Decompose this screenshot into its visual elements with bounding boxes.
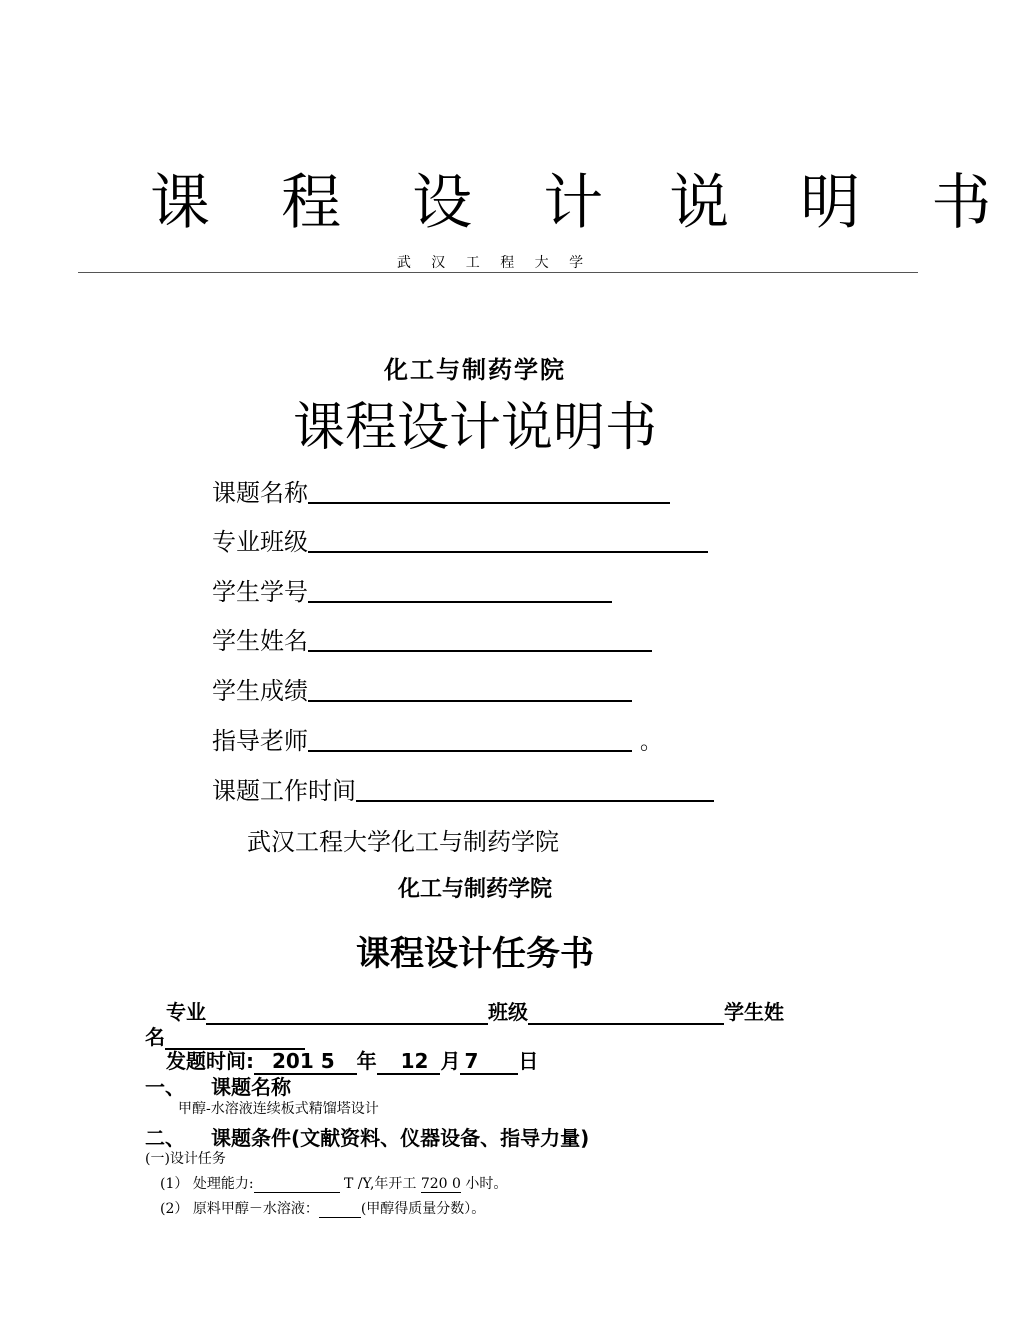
header-divider [78, 272, 918, 273]
blank-line [308, 726, 632, 752]
item1-prefix: (1） 处理能力: [160, 1176, 254, 1192]
class-label: 班级 [488, 1000, 528, 1024]
report-title: 课程设计说明书 [292, 398, 657, 458]
section-title: 课题条件(文献资料、仪器设备、指导力量) [211, 1126, 590, 1150]
field-label: 学生成绩 [212, 677, 308, 705]
field-label: 课题工作时间 [212, 777, 356, 805]
blank-line [308, 577, 612, 603]
field-advisor [212, 722, 662, 756]
month-label: 月 [440, 1049, 461, 1073]
blank-line [308, 676, 632, 702]
section-topic-name [145, 1071, 291, 1100]
issue-date-label: 发题时间: [166, 1049, 254, 1073]
cover-title [150, 163, 1017, 243]
day-value: 7 [460, 1049, 518, 1075]
blank-line [254, 1178, 340, 1193]
section-conditions [145, 1122, 589, 1151]
item2-prefix: (2） 原料甲醇－水溶液： [160, 1201, 319, 1217]
day-label: 日 [518, 1049, 539, 1073]
task-title: 课程设计任务书 [356, 934, 594, 974]
task-college-name: 化工与制药学院 [397, 877, 552, 902]
section-number: 二、 [145, 1126, 185, 1150]
item2-suffix: (甲醇得质量分数）。 [360, 1201, 486, 1217]
design-task-item-2 [160, 1198, 485, 1218]
field-student-grade [212, 672, 632, 706]
student-name-label: 学生姓 [724, 1000, 784, 1024]
field-label: 指导老师 [212, 727, 308, 755]
blank-line [308, 527, 708, 553]
field-label: 课题名称 [212, 479, 308, 507]
blank-line [528, 1001, 724, 1025]
cover-title-left: 课 程 设 计 [150, 168, 630, 238]
blank-line [308, 478, 670, 504]
year-label: 年 [356, 1049, 377, 1073]
field-label: 专业班级 [212, 528, 308, 556]
field-work-time [212, 772, 714, 806]
field-label: 学生姓名 [212, 627, 308, 655]
blank-line [319, 1203, 361, 1218]
blank-line [308, 626, 652, 652]
field-major-class [212, 523, 708, 557]
item1-suffix: 小时。 [460, 1176, 508, 1192]
field-label: 学生学号 [212, 578, 308, 606]
topic-name-text: 甲醇-水溶液连续板式精馏塔设计 [178, 1101, 379, 1117]
major-label: 专业 [166, 1000, 206, 1024]
field-student-name [212, 622, 652, 656]
field-student-id [212, 573, 612, 607]
blank-line [356, 776, 714, 802]
cover-title-right: 说 明 书 [669, 168, 1017, 238]
design-task-item-1 [160, 1173, 507, 1193]
college-full-name: 武汉工程大学化工与制药学院 [247, 828, 559, 856]
month-value: 12 [377, 1049, 441, 1075]
section-title: 课题名称 [211, 1075, 291, 1099]
section-number: 一、 [145, 1075, 185, 1099]
field-topic-name [212, 474, 670, 508]
college-name: 化工与制药学院 [384, 356, 566, 384]
design-task-heading: (一)设计任务 [145, 1151, 226, 1167]
university-subtitle: 武 汉 工 程 大 学 [396, 255, 592, 271]
year-value: 201 5 [254, 1049, 357, 1075]
issue-date-row [166, 1045, 538, 1074]
item1-hours: 720 0 [420, 1176, 461, 1192]
student-name-label-cont: 名 [145, 1025, 165, 1049]
field-tail: 。 [640, 730, 663, 755]
item1-mid: T /Y,年开工 [339, 1176, 421, 1192]
